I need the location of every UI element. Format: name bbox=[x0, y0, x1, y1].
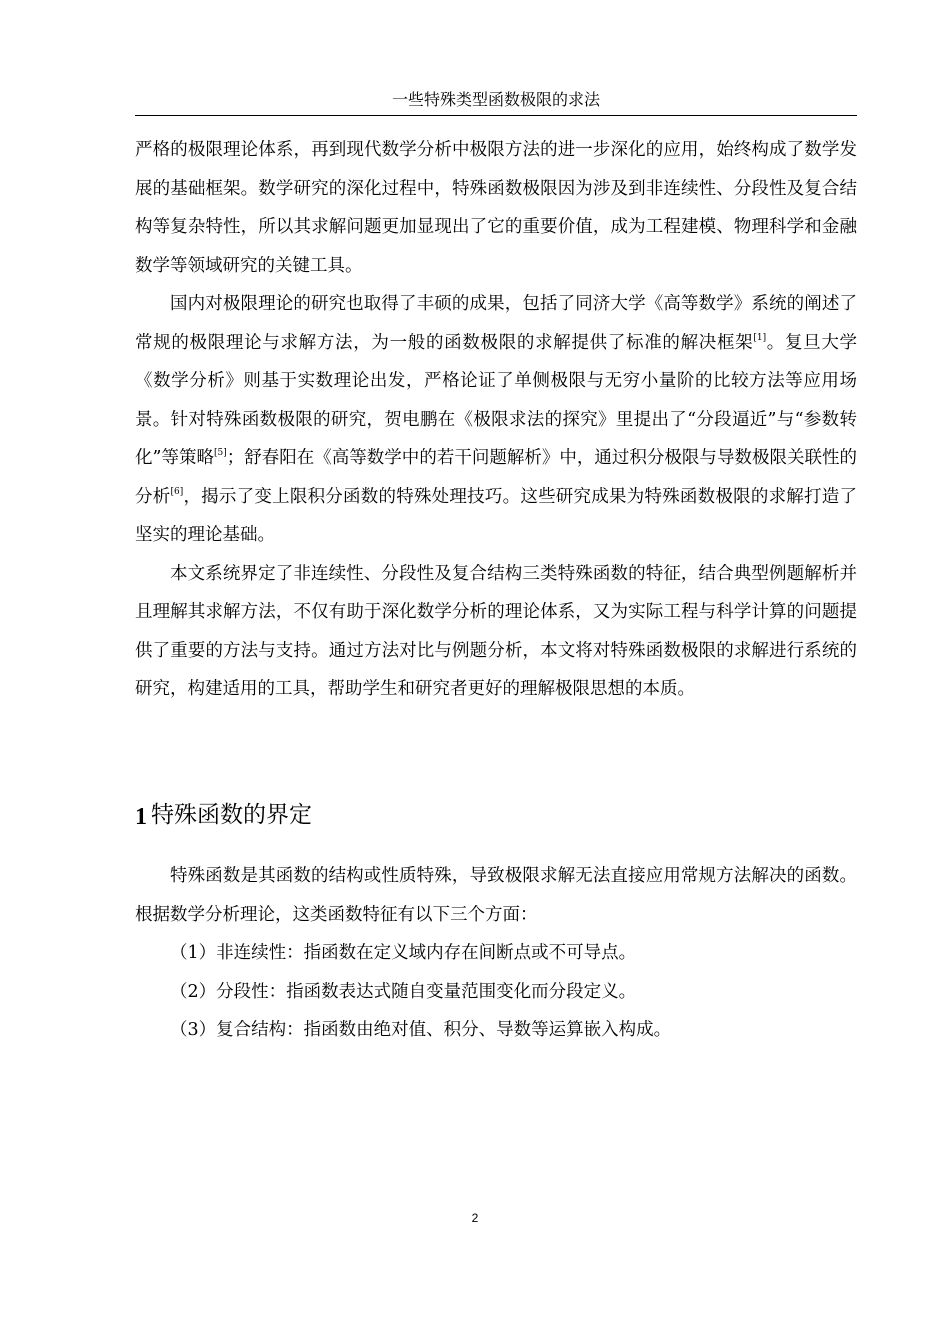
intro-paragraph-2-text-4: ，揭示了变上限积分函数的特殊处理技巧。这些研究成果为特殊函数极限的求解打造了坚实的理论基础。 bbox=[135, 486, 858, 545]
header-rule bbox=[135, 115, 857, 116]
citation-5: [5] bbox=[213, 447, 227, 458]
section-1-body bbox=[135, 857, 857, 1050]
intro-paragraph-3: 本文系统界定了非连续性、分段性及复合结构三类特殊函数的特征，结合典型例题解析并且理解其求解方法，不仅有助于深化数学分析的理论体系，又为实际工程与科学计算的问题提供了重要的方法与支持。通过方法对比与例题分析，本文将对特殊函数极限的求解进行系统的研究，构建适用的工具，帮助学生和研究者更好的理解极限思想的本质。 bbox=[135, 563, 857, 699]
intro-paragraph-2 bbox=[135, 285, 857, 555]
list-item-piecewise: （2）分段性：指函数表达式随自变量范围变化而分段定义。 bbox=[170, 981, 637, 1002]
citation-6: [6] bbox=[170, 486, 184, 497]
page-number: 2 bbox=[471, 1211, 479, 1225]
section-title: 特殊函数的界定 bbox=[151, 802, 312, 828]
section-heading bbox=[135, 798, 312, 834]
intro-paragraph-1: 严格的极限理论体系，再到现代数学分析中极限方法的进一步深化的应用，始终构成了数学发展的基础框架。数学研究的深化过程中，特殊函数极限因为涉及到非连续性、分段性及复合结构等复杂特性，所以其求解问题更加显现出了它的重要价值，成为工程建模、物理科学和金融数学等领域研究的关键工具。 bbox=[135, 140, 857, 276]
section-number: 1 bbox=[135, 804, 147, 830]
section-1-paragraph: 特殊函数是其函数的结构或性质特殊，导致极限求解无法直接应用常规方法解决的函数。根据数学分析理论，这类函数特征有以下三个方面： bbox=[135, 866, 857, 925]
intro-paragraph-2-text-2: 。复旦大学《数学分析》则基于实数理论出发，严格论证了单侧极限与无穷小量阶的比较方法等应用场景。针对特殊函数极限的研究，贺电鹏在《极限求法的探究》里提出了“分段逼近”与“参数转化”等策略 bbox=[135, 332, 858, 468]
intro-paragraph-2-text-1: 国内对极限理论的研究也取得了丰硕的成果，包括了同济大学《高等数学》系统的阐述了常规的极限理论与求解方法，为一般的函数极限的求解提供了标准的解决框架 bbox=[135, 294, 857, 353]
list-item-discontinuity: （1）非连续性：指函数在定义域内存在间断点或不可导点。 bbox=[170, 943, 637, 963]
citation-1: [1] bbox=[753, 332, 767, 343]
running-header: 一些特殊类型函数极限的求法 bbox=[391, 90, 600, 109]
list-item-composite: （3）复合结构：指函数由绝对值、积分、导数等运算嵌入构成。 bbox=[170, 1020, 672, 1040]
intro-section bbox=[135, 131, 857, 709]
intro-paragraph-2-text-3: ；舒春阳在《高等数学中的若干问题解析》中，通过积分极限与导数极限关联性的分析 bbox=[135, 448, 857, 507]
